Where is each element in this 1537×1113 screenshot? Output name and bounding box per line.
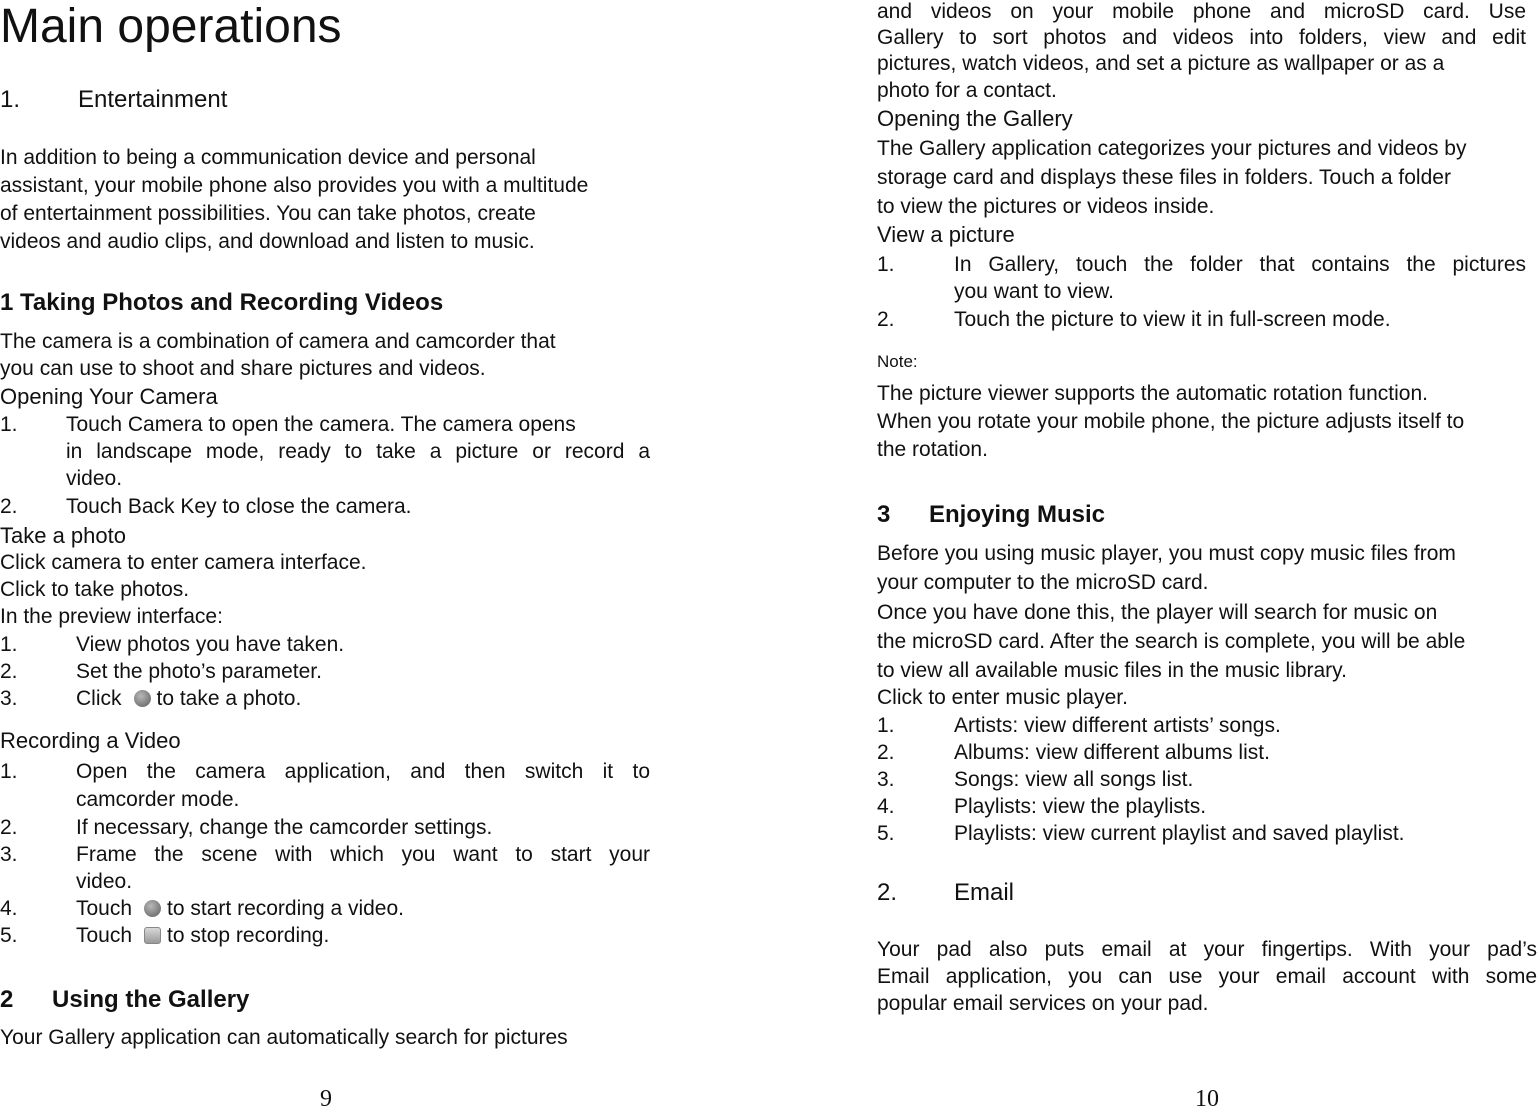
- video-step-5: [76, 924, 329, 948]
- email-line: Email application, you can use your email account with some: [877, 965, 1537, 988]
- intro-line: videos and audio clips, and download and listen to music.: [0, 230, 535, 253]
- music-step-2-text: Albums: view different albums list.: [954, 741, 1270, 764]
- video-step-4-post: to start recording a video.: [167, 897, 405, 920]
- photo-step-2-text: Set the photo’s parameter.: [76, 660, 322, 683]
- email-heading: [877, 879, 1015, 907]
- view-step-2-line: Touch the picture to view it in full-screen mode.: [954, 308, 1391, 331]
- shutter-icon: [134, 690, 151, 707]
- page-number-right: 10: [1195, 1086, 1219, 1112]
- music-line: Once you have done this, the player will search for music on: [877, 601, 1438, 624]
- take-photo-line: Click camera to enter camera interface.: [0, 551, 367, 574]
- opening-gallery-heading: Opening the Gallery: [877, 106, 1073, 131]
- video-step-5-post: to stop recording.: [167, 924, 330, 947]
- entertainment-label: Entertainment: [78, 86, 228, 113]
- left-page: [0, 0, 660, 1110]
- page-title: Main operations: [0, 0, 342, 53]
- entertainment-number: 1.: [0, 86, 21, 113]
- section1-heading: 1 Taking Photos and Recording Videos: [0, 289, 444, 316]
- take-photo-heading: Take a photo: [0, 523, 126, 548]
- view-step-1-num: 1.: [877, 253, 895, 276]
- section3-label: Enjoying Music: [929, 501, 1106, 528]
- note-line: When you rotate your mobile phone, the picture adjusts itself to: [877, 410, 1465, 433]
- recording-video-heading: Recording a Video: [0, 728, 181, 753]
- view-step-1-line: you want to view.: [954, 280, 1114, 303]
- photo-step-3-post: to take a photo.: [156, 687, 302, 710]
- photo-step-1-text: View photos you have taken.: [76, 633, 345, 656]
- email-line: popular email services on your pad.: [877, 992, 1209, 1015]
- opening-gallery-line: to view the pictures or videos inside.: [877, 195, 1215, 218]
- photo-step-3: [76, 687, 301, 711]
- take-photo-line: Click to take photos.: [0, 578, 190, 601]
- section2-label: Using the Gallery: [52, 986, 250, 1013]
- video-step-1-num: 1.: [0, 760, 18, 783]
- gallery-continued-line: Gallery to sort photos and videos into folders, view and edit: [877, 26, 1526, 49]
- music-line: the microSD card. After the search is complete, you will be able: [877, 630, 1466, 653]
- stop-icon: [144, 927, 161, 944]
- video-step-1-line: Open the camera application, and then switch it to: [76, 760, 650, 783]
- opening-step-1-line: video.: [66, 467, 123, 490]
- music-step-3-num: 3.: [877, 768, 895, 791]
- music-line: your computer to the microSD card.: [877, 571, 1209, 594]
- email-number: 2.: [877, 879, 898, 906]
- video-step-4-pre: Touch: [76, 897, 133, 920]
- page-number-left: 9: [320, 1086, 332, 1112]
- music-step-2-num: 2.: [877, 741, 895, 764]
- video-step-2-line: If necessary, change the camcorder settings.: [76, 816, 493, 839]
- section2-number: 2: [0, 986, 14, 1013]
- photo-step-1-num: 1.: [0, 633, 18, 656]
- right-page: [877, 0, 1537, 1110]
- music-line: to view all available music files in the music library.: [877, 659, 1347, 682]
- opening-gallery-line: The Gallery application categorizes your pictures and videos by: [877, 137, 1467, 160]
- section1-desc: The camera is a combination of camera and camcorder that: [0, 330, 556, 353]
- music-step-4-num: 4.: [877, 795, 895, 818]
- section2-line: Your Gallery application can automatically search for pictures: [0, 1026, 568, 1049]
- section3-heading: [877, 501, 1106, 529]
- email-line: Your pad also puts email at your fingertips. With your pad’s: [877, 938, 1537, 961]
- opening-step-1-num: 1.: [0, 413, 18, 436]
- video-step-5-pre: Touch: [76, 924, 133, 947]
- opening-step-1-line: in landscape mode, ready to take a picture or record a: [66, 440, 650, 463]
- video-step-4: [76, 897, 404, 921]
- music-step-4-text: Playlists: view the playlists.: [954, 795, 1207, 818]
- opening-gallery-line: storage card and displays these files in folders. Touch a folder: [877, 166, 1451, 189]
- photo-step-3-pre: Click: [76, 687, 122, 710]
- intro-line: In addition to being a communication device and personal: [0, 146, 536, 169]
- opening-step-2-line: Touch Back Key to close the camera.: [66, 495, 412, 518]
- music-step-1-text: Artists: view different artists’ songs.: [954, 714, 1281, 737]
- view-step-2-num: 2.: [877, 308, 895, 331]
- music-line: Before you using music player, you must copy music files from: [877, 542, 1456, 565]
- video-step-3-line: Frame the scene with which you want to start your: [76, 843, 650, 866]
- intro-line: assistant, your mobile phone also provides you with a multitude: [0, 174, 589, 197]
- music-step-3-text: Songs: view all songs list.: [954, 768, 1194, 791]
- note-line: the rotation.: [877, 438, 988, 461]
- view-step-1-line: In Gallery, touch the folder that contains the pictures: [954, 253, 1526, 276]
- note-line: The picture viewer supports the automatic rotation function.: [877, 382, 1428, 405]
- intro-line: of entertainment possibilities. You can take photos, create: [0, 202, 536, 225]
- note-label: Note:: [877, 352, 918, 371]
- section1-desc: you can use to shoot and share pictures and videos.: [0, 357, 486, 380]
- gallery-continued-line: pictures, watch videos, and set a picture as wallpaper or as a: [877, 52, 1445, 75]
- photo-step-2-num: 2.: [0, 660, 18, 683]
- opening-step-1-line: Touch Camera to open the camera. The camera opens: [66, 413, 576, 436]
- video-step-3-line: video.: [76, 870, 133, 893]
- section2-heading: [0, 986, 250, 1014]
- gallery-continued-line: and videos on your mobile phone and microSD card. Use: [877, 0, 1526, 23]
- opening-step-2-num: 2.: [0, 495, 18, 518]
- photo-step-3-num: 3.: [0, 687, 18, 710]
- music-step-5-num: 5.: [877, 822, 895, 845]
- entertainment-heading: [0, 86, 228, 114]
- video-step-2-num: 2.: [0, 816, 18, 839]
- video-step-5-num: 5.: [0, 924, 18, 947]
- opening-camera-heading: Opening Your Camera: [0, 384, 218, 409]
- music-line: Click to enter music player.: [877, 686, 1128, 709]
- view-picture-heading: View a picture: [877, 222, 1015, 247]
- email-label: Email: [954, 879, 1015, 906]
- music-step-1-num: 1.: [877, 714, 895, 737]
- video-step-3-num: 3.: [0, 843, 18, 866]
- gallery-continued-line: photo for a contact.: [877, 79, 1057, 102]
- music-step-5-text: Playlists: view current playlist and saved playlist.: [954, 822, 1405, 845]
- video-step-1-line: camcorder mode.: [76, 788, 240, 811]
- video-step-4-num: 4.: [0, 897, 18, 920]
- section3-number: 3: [877, 501, 891, 528]
- record-icon: [144, 900, 161, 917]
- take-photo-line: In the preview interface:: [0, 605, 223, 628]
